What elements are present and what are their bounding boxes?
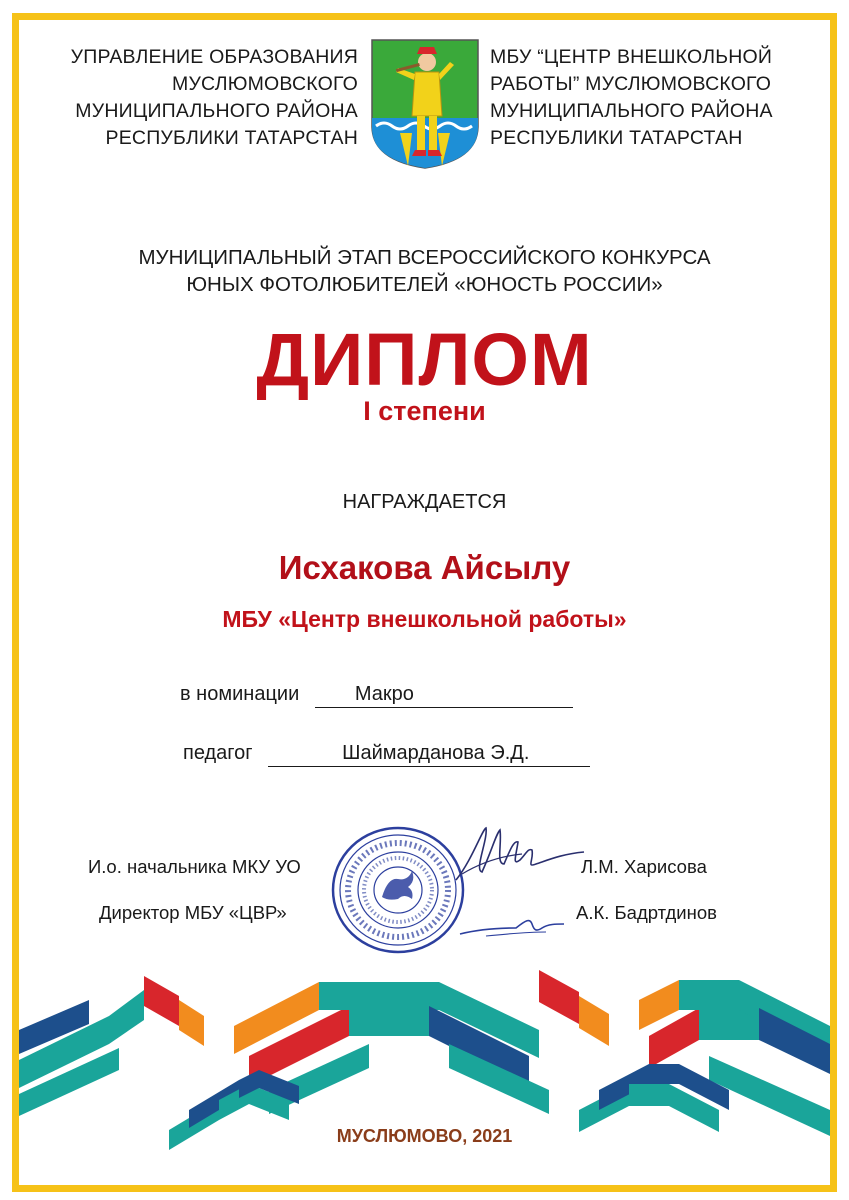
header-left-line: РЕСПУБЛИКИ ТАТАРСТАН [105, 127, 358, 149]
diploma-title: ДИПЛОМ [256, 318, 593, 401]
coat-of-arms-icon [370, 38, 480, 170]
header-left-line: МУСЛЮМОВСКОГО [172, 73, 358, 95]
nomination-label: в номинации [180, 683, 300, 705]
header-right-line: МБУ “ЦЕНТР ВНЕШКОЛЬНОЙ [490, 46, 773, 68]
header-left-line: УПРАВЛЕНИЕ ОБРАЗОВАНИЯ [70, 46, 358, 68]
awarded-label: НАГРАЖДАЕТСЯ [342, 491, 507, 513]
nomination-row [180, 683, 573, 708]
ornament-chevron-left [19, 976, 204, 1116]
header-right-org [490, 44, 810, 152]
signature-icon [452, 820, 587, 890]
ornament-chevron-right [639, 980, 830, 1136]
signer2-name: А.К. Бадртдинов [576, 902, 717, 923]
signer2-role: Директор МБУ «ЦВР» [99, 902, 287, 923]
footer-place-year: МУСЛЮМОВО, 2021 [336, 1126, 513, 1146]
contest-title [0, 244, 849, 298]
teacher-row [183, 742, 590, 767]
signature-icon [456, 910, 566, 942]
ornament-bottom-right [579, 1064, 729, 1132]
teacher-label: педагог [183, 742, 253, 764]
header-right-line: РЕСПУБЛИКИ ТАТАРСТАН [490, 127, 743, 149]
signer1-role: И.о. начальника МКУ УО [88, 856, 301, 877]
signer1-name: Л.М. Харисова [581, 856, 707, 877]
teacher-value: Шаймарданова Э.Д. [268, 742, 590, 767]
diploma-degree: I степени [363, 396, 486, 426]
header-right-line: РАБОТЫ” МУСЛЮМОВСКОГО [490, 73, 772, 95]
round-seal-icon [330, 825, 466, 955]
nomination-value: Макро [315, 683, 573, 708]
header-left-line: МУНИЦИПАЛЬНОГО РАЙОНА [75, 100, 358, 122]
contest-title-line: ЮНЫХ ФОТОЛЮБИТЕЛЕЙ «ЮНОСТЬ РОССИИ» [186, 273, 663, 296]
recipient-name: Исхакова Айсылу [278, 549, 571, 586]
header-right-line: МУНИЦИПАЛЬНОГО РАЙОНА [490, 100, 773, 122]
header-left-org [40, 44, 358, 152]
contest-title-line: МУНИЦИПАЛЬНЫЙ ЭТАП ВСЕРОССИЙСКОГО КОНКУРСА [138, 246, 711, 269]
recipient-organization: МБУ «Центр внешкольной работы» [222, 606, 627, 632]
